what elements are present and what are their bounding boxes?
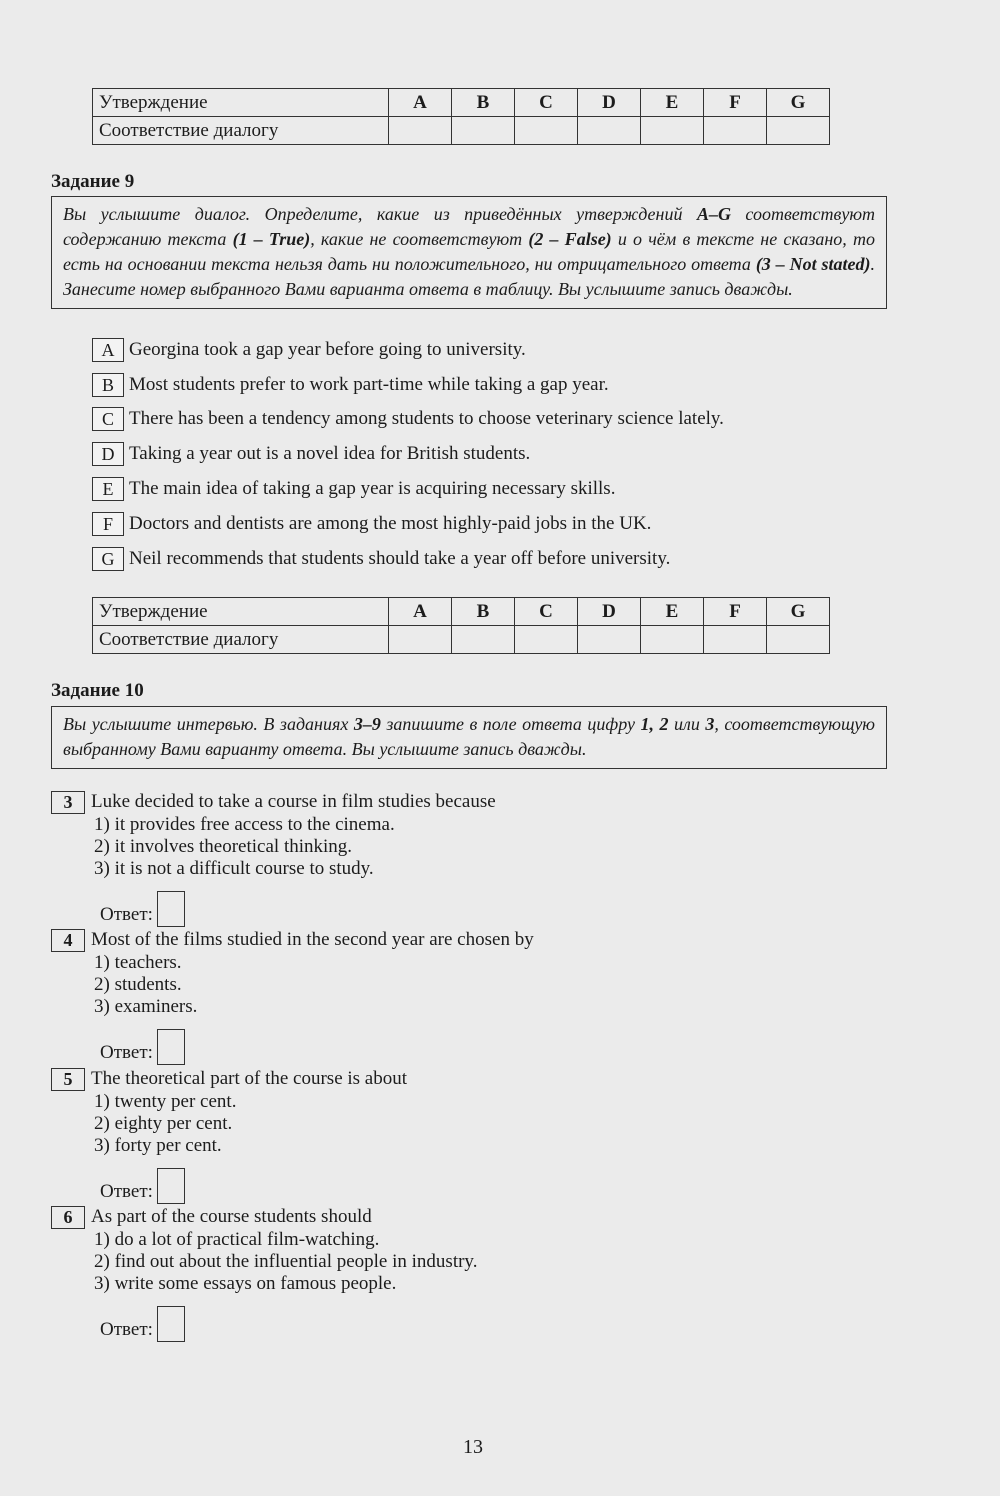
statement-text: Doctors and dentists are among the most highly-paid jobs in the UK. — [129, 513, 652, 534]
option: 3) write some essays on famous people. — [94, 1273, 397, 1294]
statement-key: D — [92, 442, 124, 466]
col-header: A — [389, 89, 452, 117]
match-header: Соответствие диалогу — [93, 117, 389, 145]
statement-key: C — [92, 407, 124, 431]
col-header: D — [578, 598, 641, 626]
option: 3) forty per cent. — [94, 1135, 222, 1156]
answer-box[interactable] — [157, 1029, 185, 1065]
answer-cell[interactable] — [515, 117, 578, 145]
answer-cell[interactable] — [704, 626, 767, 654]
col-header: C — [515, 89, 578, 117]
answer-label: Ответ: — [100, 904, 153, 925]
task9-instruction: Вы услышите диалог. Определите, какие из приведённых утверждений A–G соответствуют содержанию текста (1 – True), какие не соответствуют (2 – False) и о чём в тексте не сказано, то есть на основании текста нельзя дать ни положительного, ни отрицательного ответа (3 – Not stated). Занесите номер выбранного Вами варианта ответа в таблицу. Вы услышите запись дважды. — [51, 196, 887, 309]
option: 2) it involves theoretical thinking. — [94, 836, 353, 857]
statement-g — [92, 546, 670, 572]
task10-title: Задание 10 — [51, 680, 144, 701]
question-stem: Most of the films studied in the second year are chosen by — [91, 929, 534, 950]
answer-label: Ответ: — [100, 1042, 153, 1063]
answer-cell[interactable] — [578, 117, 641, 145]
answer-cell[interactable] — [767, 117, 830, 145]
option: 1) twenty per cent. — [94, 1091, 237, 1112]
statement-key: B — [92, 373, 124, 397]
col-header: G — [767, 89, 830, 117]
option: 2) eighty per cent. — [94, 1113, 233, 1134]
statement-text: Taking a year out is a novel idea for British students. — [129, 443, 531, 464]
col-header: E — [641, 598, 704, 626]
match-header: Соответствие диалогу — [93, 626, 389, 654]
statement-b — [92, 372, 609, 398]
answer-cell[interactable] — [389, 117, 452, 145]
statement-e — [92, 476, 615, 502]
statement-header: Утверждение — [93, 598, 389, 626]
answer-cell[interactable] — [452, 117, 515, 145]
answer-box[interactable] — [157, 1168, 185, 1204]
statement-a — [92, 337, 526, 363]
question-number: 6 — [51, 1206, 85, 1229]
question-stem: As part of the course students should — [91, 1206, 372, 1227]
option: 2) students. — [94, 974, 182, 995]
question-number: 3 — [51, 791, 85, 814]
option: 3) it is not a difficult course to study. — [94, 858, 374, 879]
question-number: 4 — [51, 929, 85, 952]
question-6 — [51, 1205, 477, 1342]
answer-cell[interactable] — [704, 117, 767, 145]
answer-cell[interactable] — [641, 117, 704, 145]
option: 1) teachers. — [94, 952, 182, 973]
option: 2) find out about the influential people in industry. — [94, 1251, 478, 1272]
statement-key: A — [92, 338, 124, 362]
statement-text: Georgina took a gap year before going to university. — [129, 339, 526, 360]
col-header: F — [704, 598, 767, 626]
answer-table-top — [92, 88, 830, 145]
option: 1) do a lot of practical film-watching. — [94, 1229, 380, 1250]
statement-text: The main idea of taking a gap year is acquiring necessary skills. — [129, 478, 616, 499]
answer-cell[interactable] — [578, 626, 641, 654]
answer-label: Ответ: — [100, 1319, 153, 1340]
statement-c — [92, 406, 724, 432]
question-stem: The theoretical part of the course is about — [91, 1068, 408, 1089]
question-number: 5 — [51, 1068, 85, 1091]
answer-label: Ответ: — [100, 1181, 153, 1202]
answer-cell[interactable] — [767, 626, 830, 654]
question-stem: Luke decided to take a course in film studies because — [91, 791, 496, 812]
answer-box[interactable] — [157, 1306, 185, 1342]
statement-f — [92, 511, 651, 537]
col-header: C — [515, 598, 578, 626]
statement-header: Утверждение — [93, 89, 389, 117]
statement-key: E — [92, 477, 124, 501]
page-number: 13 — [463, 1436, 483, 1458]
col-header: G — [767, 598, 830, 626]
answer-cell[interactable] — [641, 626, 704, 654]
statement-text: Neil recommends that students should take a year off before university. — [129, 548, 671, 569]
answer-box[interactable] — [157, 891, 185, 927]
answer-cell[interactable] — [452, 626, 515, 654]
task9-title: Задание 9 — [51, 171, 135, 192]
statement-d — [92, 441, 530, 467]
answer-table-task9 — [92, 597, 830, 654]
col-header: F — [704, 89, 767, 117]
col-header: B — [452, 598, 515, 626]
answer-cell[interactable] — [389, 626, 452, 654]
task10-instruction: Вы услышите интервью. В заданиях 3–9 запишите в поле ответа цифру 1, 2 или 3, соответствующую выбранному Вами варианту ответа. Вы услышите запись дважды. — [51, 706, 887, 769]
question-4 — [51, 928, 534, 1065]
question-3 — [51, 790, 496, 927]
option: 3) examiners. — [94, 996, 198, 1017]
statement-key: G — [92, 547, 124, 571]
option: 1) it provides free access to the cinema. — [94, 814, 395, 835]
statement-text: There has been a tendency among students to choose veterinary science lately. — [129, 408, 724, 429]
answer-cell[interactable] — [515, 626, 578, 654]
statement-key: F — [92, 512, 124, 536]
statement-text: Most students prefer to work part-time while taking a gap year. — [129, 374, 609, 395]
col-header: D — [578, 89, 641, 117]
col-header: A — [389, 598, 452, 626]
col-header: E — [641, 89, 704, 117]
question-5 — [51, 1067, 407, 1204]
col-header: B — [452, 89, 515, 117]
